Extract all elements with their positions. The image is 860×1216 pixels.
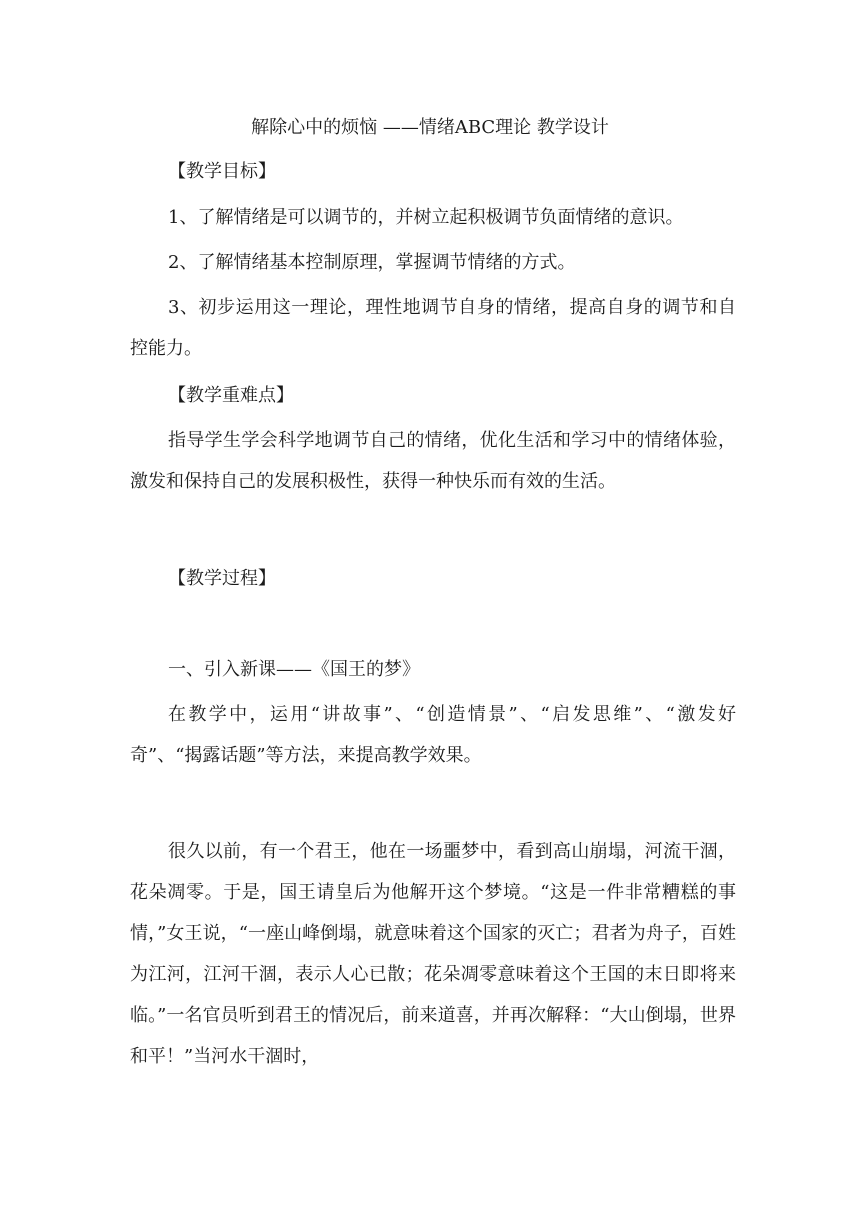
- goal-item-1: 1、了解情绪是可以调节的，并树立起积极调节负面情绪的意识。: [168, 207, 684, 228]
- document-title: 解除心中的烦恼 ——情绪ABC理论 教学设计: [251, 117, 609, 138]
- part-1-heading: 一、引入新课——《国王的梦》: [168, 659, 420, 680]
- story-paragraph: 很久以前，有一个君王，他在一场噩梦中，看到高山崩塌，河流干涸，花朵凋零。于是，国王请皇后为他解开这个梦境。“这是一件非常糟糕的事情，”女王说，“一座山峰倒塌，就意味着这个国家的灭亡；君者为舟子，百姓为江河，江河干涸，表示人心已散；花朵凋零意味着这个王国的末日即将来临。”一名官员听到君王的情况后，前来道喜，并再次解释：“大山倒塌，世界和平！”当河水干涸时，: [130, 841, 736, 1067]
- goal-item-3: 3、初步运用这一理论，理性地调节自身的情绪，提高自身的调节和自控能力。: [130, 297, 736, 359]
- goal-item-2: 2、了解情绪基本控制原理，掌握调节情绪的方式。: [168, 252, 576, 273]
- keypoints-paragraph: 指导学生学会科学地调节自己的情绪，优化生活和学习中的情绪体验，激发和保持自己的发展积极性，获得一种快乐而有效的生活。: [130, 430, 736, 492]
- section-heading-goals: 【教学目标】: [168, 161, 276, 182]
- section-heading-keypoints: 【教学重难点】: [168, 385, 294, 406]
- section-heading-process: 【教学过程】: [168, 568, 276, 589]
- part-1-method-paragraph: 在教学中，运用“讲故事”、“创造情景”、“启发思维”、“激发好奇”、“揭露话题”等方法，来提高教学效果。: [130, 704, 736, 766]
